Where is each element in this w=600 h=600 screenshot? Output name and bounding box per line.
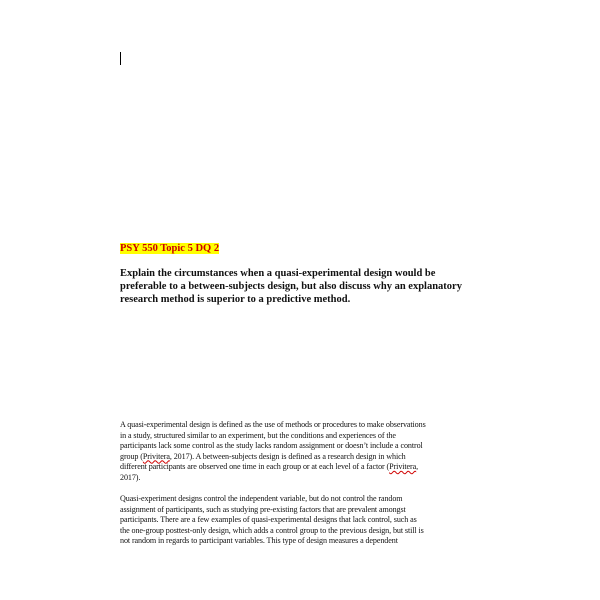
- line-text: different participants are observed one time in each group or at each level of a factor (: [120, 462, 390, 471]
- question-line: Explain the circumstances when a quasi-experimental design would be: [120, 268, 436, 279]
- misspelled-citation[interactable]: Privitera: [142, 451, 170, 461]
- paragraph-line: 2017).: [120, 472, 141, 482]
- paragraph-line: participants lack some control as the study lacks random assignment or doesn’t include a control: [120, 441, 423, 450]
- paragraph-line: the one-group posttest-only design, which adds a control group to the previous design, but still is: [120, 525, 424, 535]
- paragraph-1: [120, 420, 480, 483]
- question-line: preferable to a between-subjects design, but also discuss why an explanatory: [120, 281, 462, 292]
- highlighted-title-text: PSY 550 Topic 5 DQ 2: [120, 243, 220, 254]
- text-cursor: [120, 52, 121, 65]
- misspelled-citation[interactable]: Privitera: [389, 462, 417, 471]
- document-title: [120, 242, 219, 255]
- line-text: group (: [120, 451, 143, 461]
- paragraph-line: in a study, structured similar to an experiment, but the conditions and experiences of the: [120, 430, 396, 440]
- line-text: , 2017). A between-subjects design is defined as a research design in which: [169, 451, 406, 461]
- question-line: research method is superior to a predictive method.: [120, 294, 351, 305]
- paragraph-line: assignment of participants, such as studying pre-existing factors that are prevalent amongst: [120, 504, 406, 514]
- paragraph-line: A quasi-experimental design is defined as the use of methods or procedures to make observations: [120, 420, 426, 429]
- paragraph-line: not random in regards to participant variables. This type of design measures a dependent: [120, 536, 398, 545]
- paragraph-line: Quasi-experiment designs control the independent variable, but do not control the random: [120, 494, 403, 503]
- paragraph-line: participants. There are a few examples of quasi-experimental designs that lack control, such as: [120, 515, 417, 524]
- discussion-question: [120, 267, 480, 306]
- paragraph-line: [120, 462, 480, 473]
- paragraph-2: [120, 494, 480, 547]
- line-text: ,: [416, 462, 419, 471]
- paragraph-line: [120, 452, 480, 463]
